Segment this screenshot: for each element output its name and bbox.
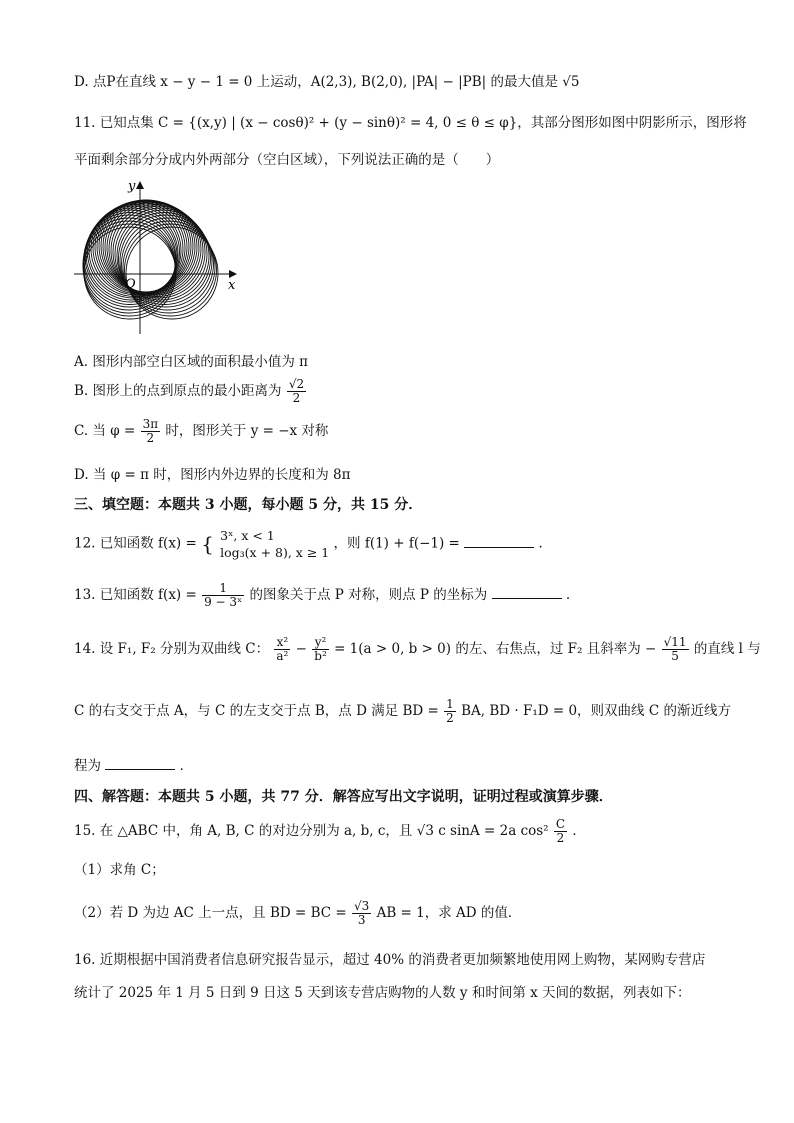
- fraction: $\frac{√11}{5}$: [663, 635, 687, 663]
- section-3-heading: 三、填空题：本题共 3 小题，每小题 5 分，共 15 分．: [74, 497, 423, 513]
- question-12: 12. 已知函数 f(x) = { 3ˣ, x < 1 log₃(x + 8), x ≥ 1 ，则 f(1) + f(−1) = ．: [74, 528, 552, 560]
- origin-label: O: [125, 277, 136, 292]
- question-11-stem-line2: 平面剩余部分分成内外两部分（空白区域），下列说法正确的是（ ）: [74, 152, 500, 168]
- question-11-option-a: A. 图形内部空白区域的面积最小值为 π: [74, 354, 308, 370]
- fraction: $\frac{C}{2}$: [555, 817, 566, 845]
- fraction: $\frac{1}{\text{9 − 3ˣ}}$: [204, 581, 243, 609]
- question-11-stem-line1: 11. 已知点集 C = {(x,y) | (x − cosθ)² + (y − sinθ)² = 4, 0 ≤ θ ≤ φ}，其部分图形如图中阴影所示，图形将: [74, 115, 747, 131]
- question-15-part-2: （2）若 D 为边 AC 上一点，且 BD = BC = $\frac{√3}{3}$ AB = 1，求 AD 的值．: [74, 899, 522, 927]
- x-axis-label: x: [228, 278, 236, 293]
- fraction: $\frac{√3}{3}$: [354, 899, 370, 927]
- question-13: 13. 已知函数 f(x) = $\frac{1}{\text{9 − 3ˣ}}$ 的图象关于点 P 对称，则点 P 的坐标为 .: [74, 581, 571, 609]
- question-16-line1: 16. 近期根据中国消费者信息研究报告显示，超过 40% 的消费者更加频繁地使用网上购物，某网购专营店: [74, 952, 706, 968]
- fraction: $\frac{3\pi}{2}$: [142, 417, 159, 445]
- fraction: $\frac{\text{y²}}{\text{b²}}$: [314, 635, 327, 663]
- question-14-line3: 程为 ．: [74, 758, 194, 774]
- fraction: $\frac{√2}{2}$: [288, 377, 305, 405]
- question-15: 15. 在 △ABC 中，角 A, B, C 的对边分别为 a, b, c，且 √3 c sinA = 2a cos² $\frac{C}{2}$ ．: [74, 817, 586, 845]
- brace-icon: {: [201, 532, 214, 556]
- shaded-region: [83, 200, 218, 319]
- y-axis-label: y: [128, 179, 136, 194]
- question-10-option-d: D. 点P在直线 x − y − 1 = 0 上运动，A(2,3), B(2,0), |PA| − |PB| 的最大值是 √5: [74, 74, 580, 90]
- question-14-line1: 14. 设 F₁, F₂ 分别为双曲线 C： $\frac{\text{x²}}{\text{a²}}$ − $\frac{\text{y²}}{\text{b²}}$ = 1(a > 0, b > 0) 的左、右焦点，过 F₂ 且斜率为 − $\frac{√11}{5}$ 的直线 l 与: [74, 635, 761, 663]
- fraction: $\frac{1}{2}$: [446, 697, 454, 725]
- answer-blank[interactable]: [464, 547, 534, 548]
- question-11-option-d: D. 当 φ = π 时，图形内外边界的长度和为 8π: [74, 467, 351, 483]
- answer-blank[interactable]: [105, 769, 175, 770]
- piecewise-cases: 3ˣ, x < 1 log₃(x + 8), x ≥ 1: [220, 528, 330, 560]
- section-4-heading: 四、解答题：本题共 5 小题，共 77 分．解答应写出文字说明，证明过程或演算步骤．: [74, 789, 613, 805]
- question-11-option-c: C. 当 φ = $\frac{3\pi}{2}$ 时，图形关于 y = −x 对称: [74, 417, 329, 445]
- question-14-line2: C 的右支交于点 A，与 C 的左支交于点 B，点 D 满足 BD = $\frac{1}{2}$ BA, BD · F₁D = 0，则双曲线 C 的渐近线方: [74, 697, 731, 725]
- question-16-line2: 统计了 2025 年 1 月 5 日到 9 日这 5 天到该专营店购物的人数 y 和时间第 x 天间的数据，列表如下：: [74, 985, 691, 1001]
- question-11-figure: [68, 178, 248, 338]
- question-11-option-b: B. 图形上的点到原点的最小距离为 $\frac{√2}{2}$: [74, 377, 305, 405]
- question-15-part-1: （1）求角 C；: [74, 862, 165, 878]
- answer-blank[interactable]: [492, 598, 562, 599]
- fraction: $\frac{\text{x²}}{\text{a²}}$: [276, 635, 289, 663]
